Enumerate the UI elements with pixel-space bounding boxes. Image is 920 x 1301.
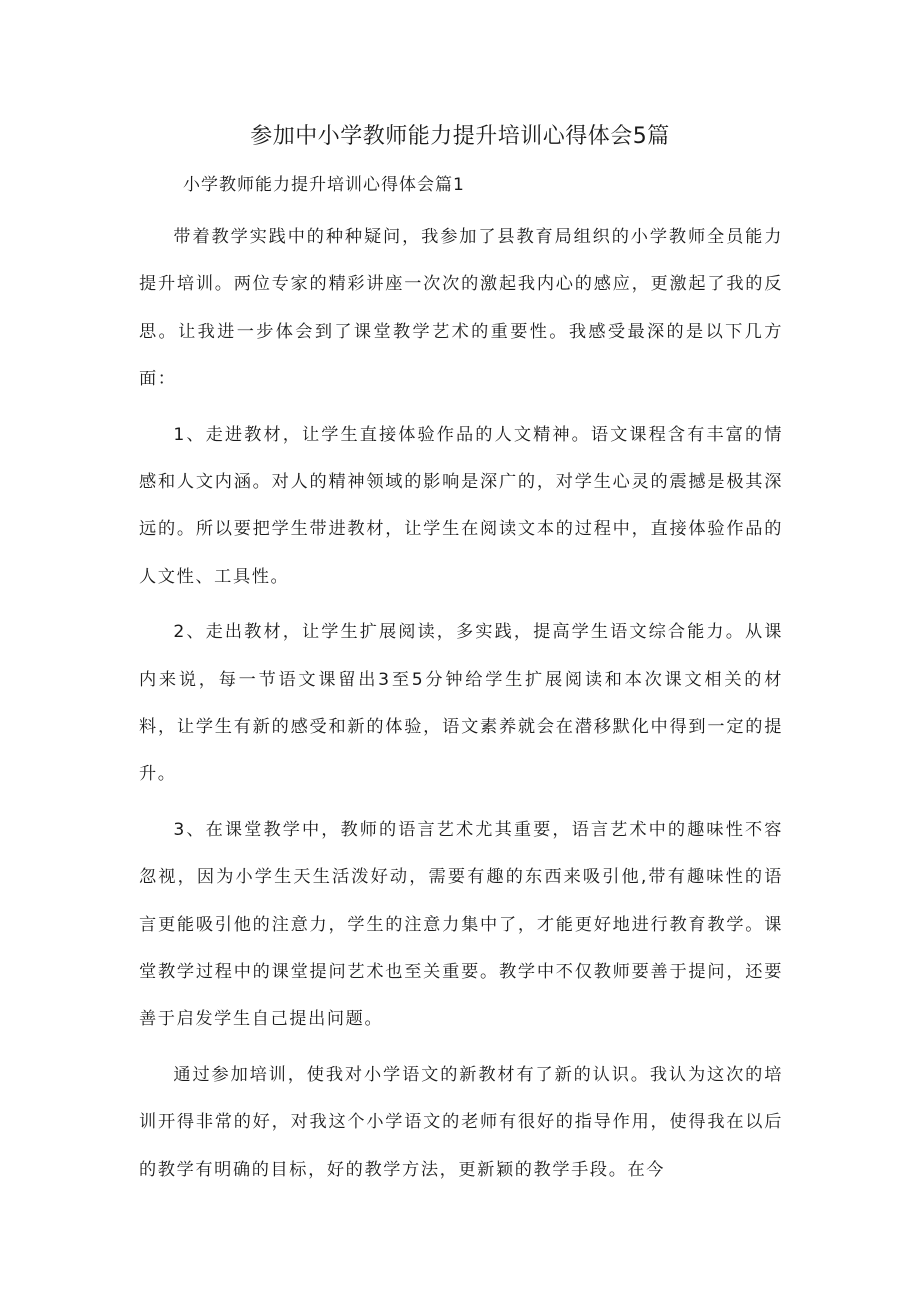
paragraph-conclusion: 通过参加培训，使我对小学语文的新教材有了新的认识。我认为这次的培训开得非常的好，对我这个小学语文的老师有很好的指导作用，使得我在以后的教学有明确的目标，好的教学方法，更新颖的教学手段。在今 (139, 1065, 783, 1180)
paragraph-point-3: 3、在课堂教学中，教师的语言艺术尤其重要，语言艺术中的趣味性不容忽视，因为小学生天生活泼好动，需要有趣的东西来吸引他,带有趣味性的语言更能吸引他的注意力，学生的注意力集中了，才能更好地进行教育教学。课堂教学过程中的课堂提问艺术也至关重要。教学中不仅教师要善于提问，还要善于启发学生自己提出问题。 (139, 820, 783, 1030)
paragraph-point-1: 1、走进教材，让学生直接体验作品的人文精神。语文课程含有丰富的情感和人文内涵。对人的精神领域的影响是深广的，对学生心灵的震撼是极其深远的。所以要把学生带进教材，让学生在阅读文本的过程中，直接体验作品的人文性、工具性。 (139, 424, 783, 587)
document-body (139, 214, 783, 1202)
paragraph-point-2: 2、走出教材，让学生扩展阅读，多实践，提高学生语文综合能力。从课内来说，每一节语文课留出3至5分钟给学生扩展阅读和本次课文相关的材料，让学生有新的感受和新的体验，语文素养就会在潜移默化中得到一定的提升。 (139, 622, 783, 785)
section-heading: 小学教师能力提升培训心得体会篇1 (183, 175, 465, 195)
paragraph-intro: 带着教学实践中的种种疑问，我参加了县教育局组织的小学教师全员能力提升培训。两位专家的精彩讲座一次次的激起我内心的感应，更激起了我的反思。让我进一步体会到了课堂教学艺术的重要性。我感受最深的是以下几方面： (139, 227, 783, 389)
document-title: 参加中小学教师能力提升培训心得体会5篇 (250, 124, 670, 149)
